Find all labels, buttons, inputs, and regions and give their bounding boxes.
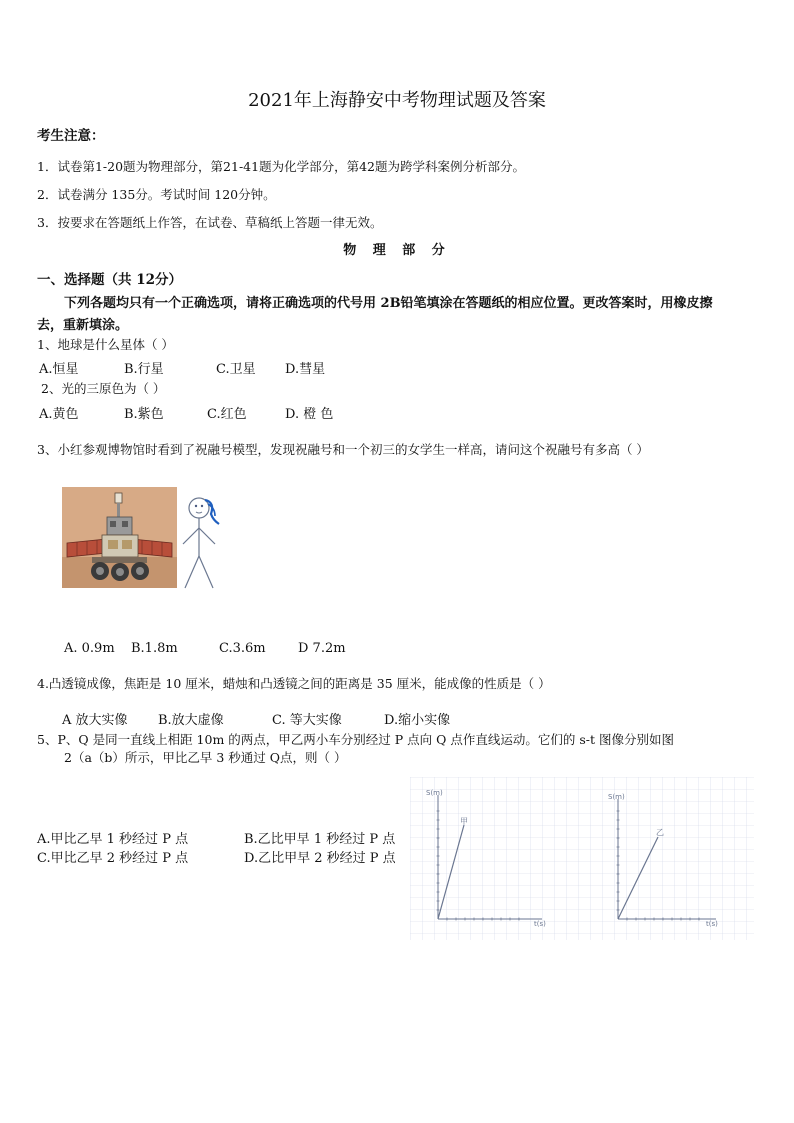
part1-heading: 一、选择题（共 12分） xyxy=(37,272,182,288)
zhurong-rover-photo xyxy=(62,487,177,588)
q1-option-d: D.彗星 xyxy=(285,362,326,377)
q4-option-c: C. 等大实像 xyxy=(272,713,342,728)
q5-option-d: D.乙比甲早 2 秒经过 P 点 xyxy=(244,851,396,866)
section-title: 物 理 部 分 xyxy=(343,243,451,258)
rover-icon xyxy=(62,487,177,588)
q5-option-c: C.甲比乙早 2 秒经过 P 点 xyxy=(37,851,189,866)
q2-option-d: D. 橙 色 xyxy=(285,407,334,422)
q5-option-b: B.乙比甲早 1 秒经过 P 点 xyxy=(244,832,396,847)
q4-option-b: B.放大虚像 xyxy=(158,713,224,728)
q3-option-a: A. 0.9m xyxy=(64,641,115,656)
notice-heading: 考生注意： xyxy=(37,128,105,144)
q4-option-a: A 放大实像 xyxy=(62,713,128,728)
graph-b-xlabel: t(s) xyxy=(706,920,718,928)
q2-option-a: A.黄色 xyxy=(39,407,79,422)
q1-option-b: B.行星 xyxy=(124,362,164,377)
q5-option-a: A.甲比乙早 1 秒经过 P 点 xyxy=(37,832,189,847)
q1-option-c: C.卫星 xyxy=(216,362,256,377)
q3-option-c: C.3.6m xyxy=(219,641,266,656)
q5-stem-line2: 2（a（b）所示，甲比乙早 3 秒通过 Q点，则（ ） xyxy=(64,750,347,765)
part1-instruction-line1: 下列各题均只有一个正确选项，请将正确选项的代号用 2B铅笔填涂在答题纸的相应位置。更改答案时，用橡皮擦 xyxy=(64,296,713,311)
part1-instruction-line2: 去，重新填涂。 xyxy=(37,318,129,333)
q1-stem: 1、地球是什么星体（ ） xyxy=(37,337,174,352)
notice-item-1: 1．试卷第1-20题为物理部分，第21-41题为化学部分，第42题为跨学科案例分析部分。 xyxy=(37,159,525,174)
q2-stem: 2、光的三原色为（ ） xyxy=(41,381,166,396)
graph-a-xlabel: t(s) xyxy=(534,920,546,928)
q4-stem: 4.凸透镜成像，焦距是 10 厘米，蜡烛和凸透镜之间的距离是 35 厘米，能成像的性质是（ ） xyxy=(37,676,551,691)
graph-a-ylabel: S(m) xyxy=(426,789,443,797)
q1-option-a: A.恒星 xyxy=(39,362,79,377)
q5-stem-line1: 5、P、Q 是同一直线上相距 10m 的两点，甲乙两小车分别经过 P 点向 Q 点作直线运动。它们的 s-t 图像分别如图 xyxy=(37,732,674,747)
page-title: 2021年上海静安中考物理试题及答案 xyxy=(248,90,546,111)
notice-item-2: 2．试卷满分 135分。考试时间 120分钟。 xyxy=(37,187,276,202)
graph-b-ylabel: S(m) xyxy=(608,793,625,801)
graph-a-line-label: 甲 xyxy=(460,817,468,826)
graph-b-line-label: 乙 xyxy=(656,828,664,837)
st-graphs-figure xyxy=(410,777,754,940)
q3-option-b: B.1.8m xyxy=(131,641,178,656)
graph-paper xyxy=(410,777,754,940)
notice-item-3: 3．按要求在答题纸上作答，在试卷、草稿纸上答题一律无效。 xyxy=(37,215,383,230)
q2-option-b: B.紫色 xyxy=(124,407,164,422)
q2-option-c: C.红色 xyxy=(207,407,247,422)
q4-option-d: D.缩小实像 xyxy=(384,713,451,728)
q3-option-d: D 7.2m xyxy=(298,641,346,656)
q3-stem: 3、小红参观博物馆时看到了祝融号模型，发现祝融号和一个初三的女学生一样高，请问这个祝融号有多高（ ） xyxy=(37,442,649,457)
stick-figure-girl-drawing xyxy=(175,492,235,594)
